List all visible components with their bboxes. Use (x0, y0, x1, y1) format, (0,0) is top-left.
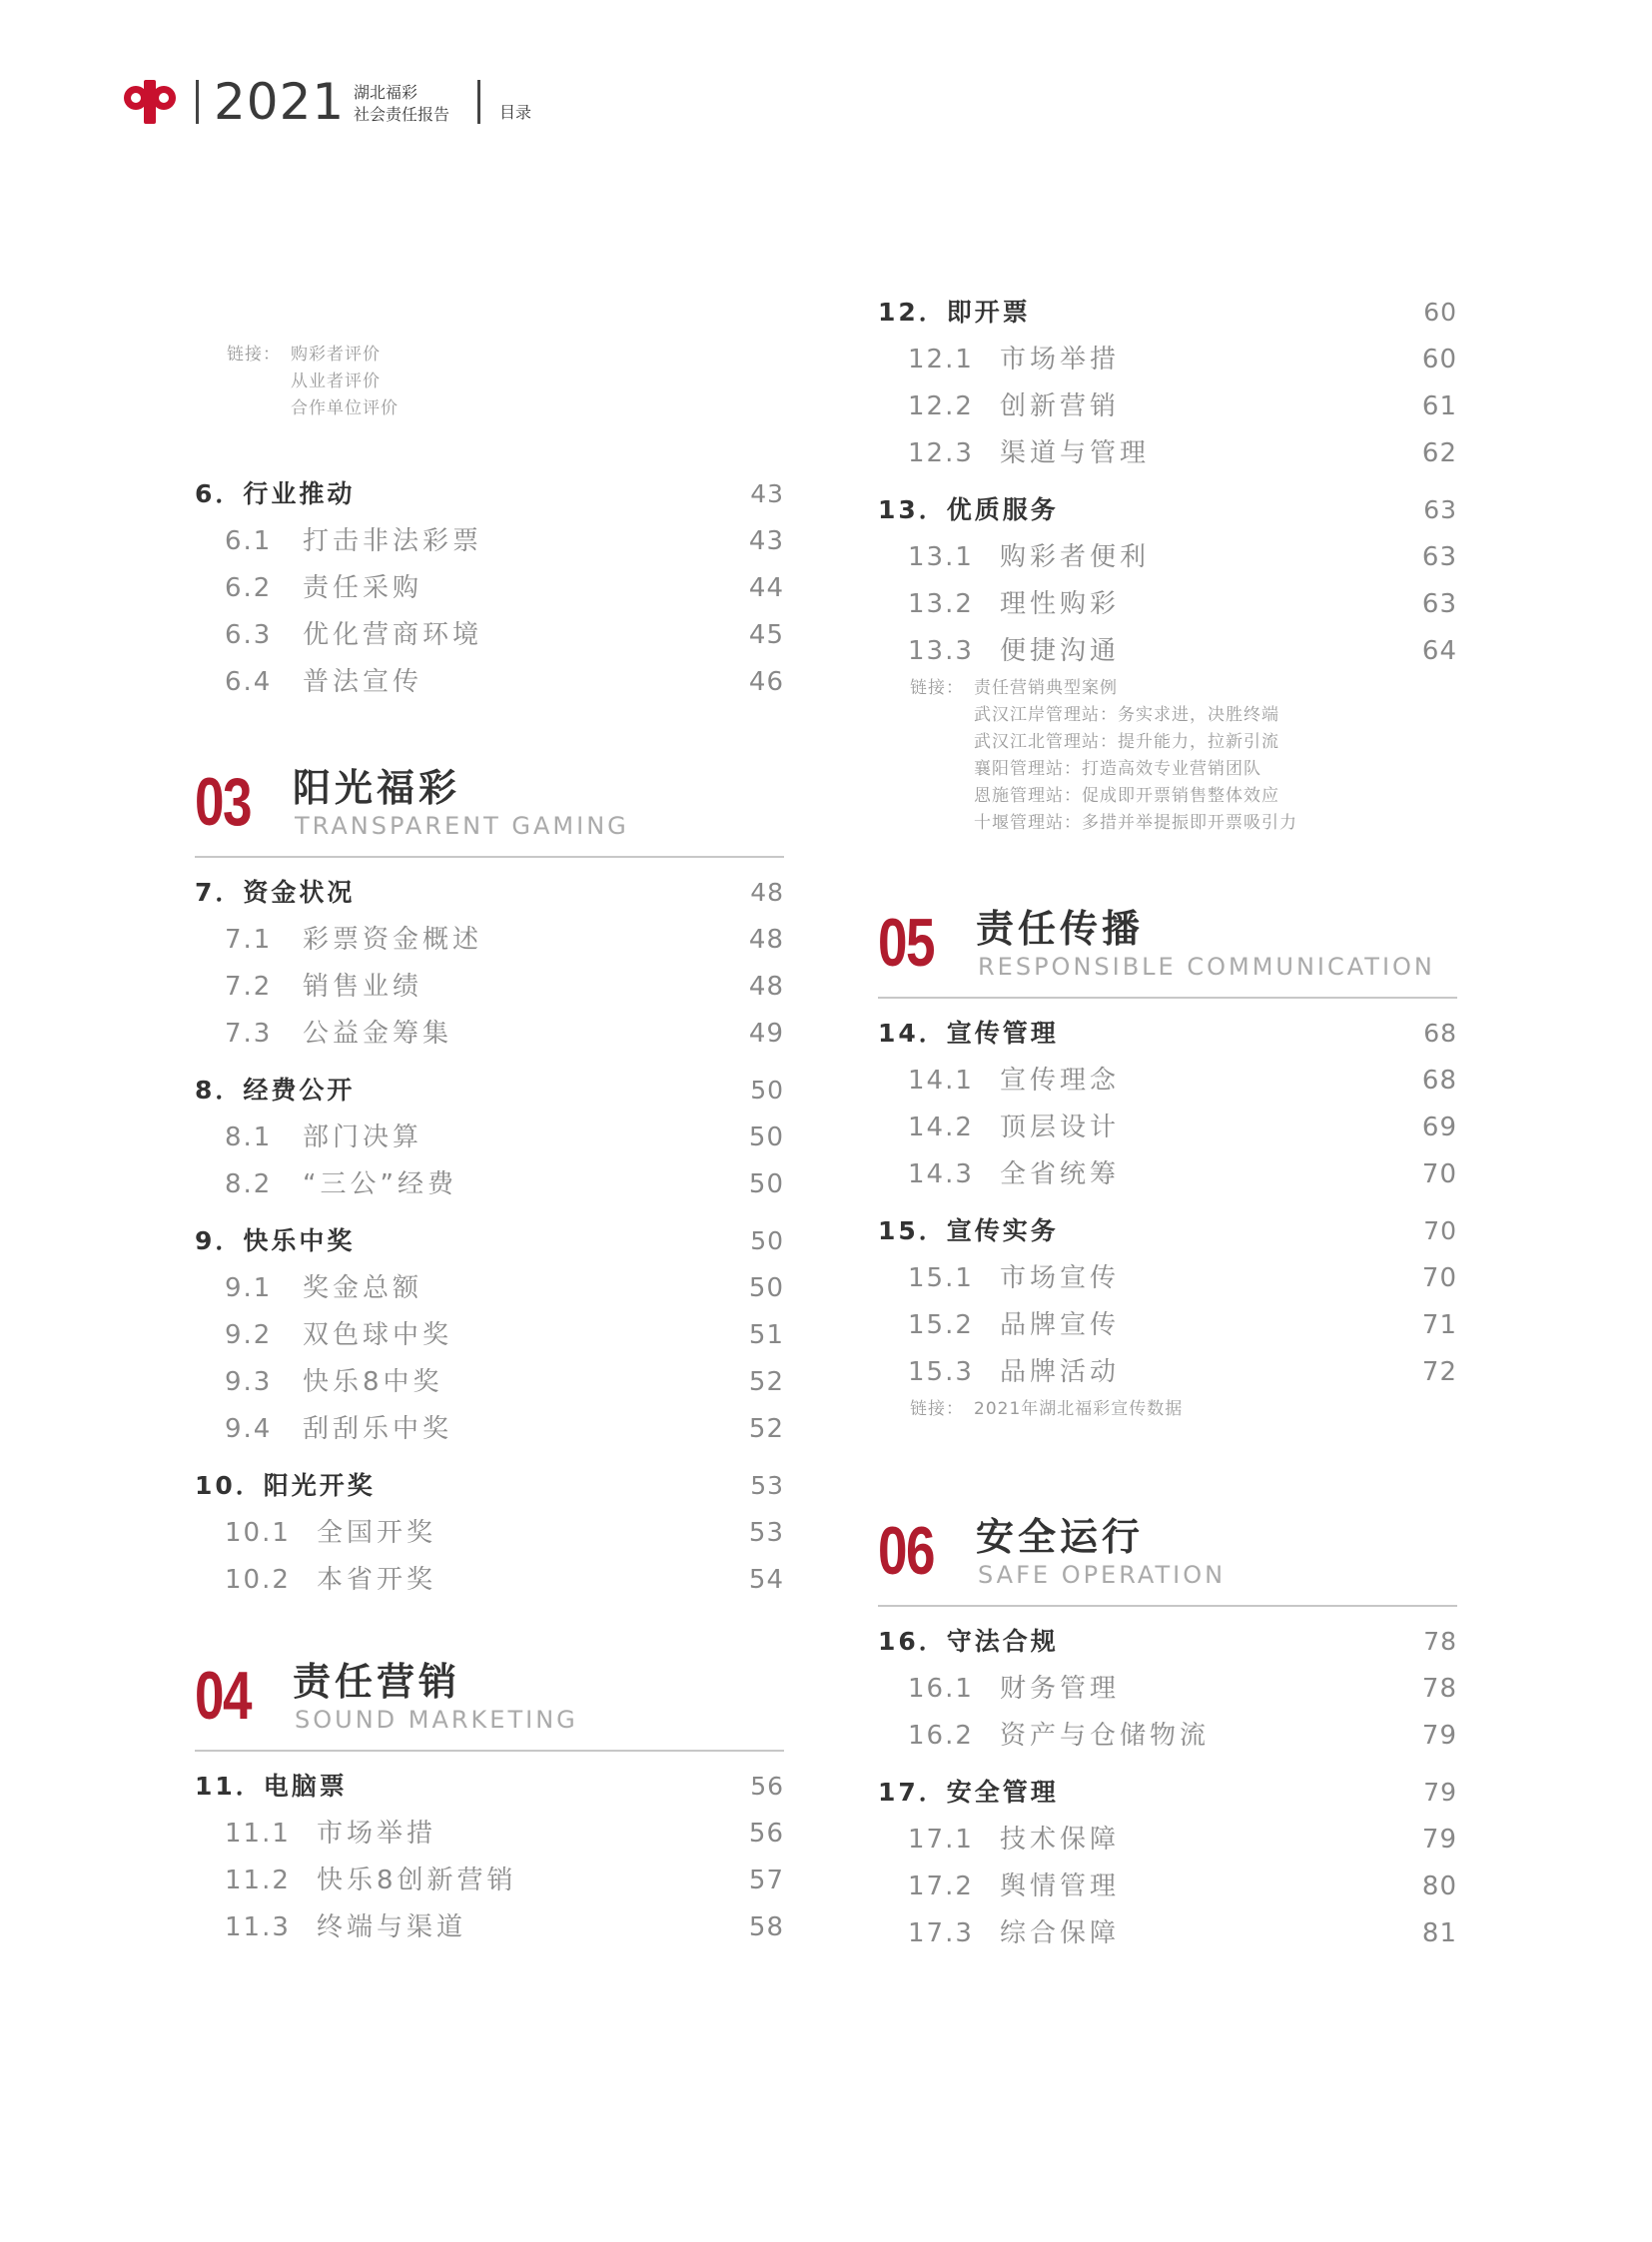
header-divider (196, 80, 199, 124)
toc-subsection[interactable]: 7.2 销售业绩 48 (225, 972, 784, 1002)
toc-subsection[interactable]: 16.2 资产与仓储物流 79 (908, 1721, 1457, 1751)
toc-subsection[interactable]: 10.1 全国开奖 53 (225, 1518, 784, 1548)
chapter-heading-03: 03 阳光福彩 TRANSPARENT GAMING (195, 764, 629, 840)
chapter-divider (878, 997, 1457, 999)
toc-section[interactable]: 16．守法合规 78 (878, 1627, 1457, 1656)
toc-section[interactable]: 7．资金状况 48 (195, 878, 784, 907)
toc-subsection[interactable]: 12.1 市场举措 60 (908, 345, 1457, 374)
toc-subsection[interactable]: 13.1 购彩者便利 63 (908, 542, 1457, 572)
toc-subsection[interactable]: 10.2 本省开奖 54 (225, 1565, 784, 1595)
toc-subsection[interactable]: 6.3 优化营商环境 45 (225, 620, 784, 650)
page-header (122, 72, 821, 132)
chapter-divider (195, 856, 784, 858)
toc-subsection[interactable]: 12.3 渠道与管理 62 (908, 438, 1457, 468)
toc-section[interactable]: 15．宣传实务 70 (878, 1216, 1457, 1245)
report-subtitle: 湖北福彩 社会责任报告 (354, 83, 450, 124)
chapter-heading-04: 04 责任营销 SOUND MARKETING (195, 1658, 578, 1734)
toc-subsection[interactable]: 16.1 财务管理 78 (908, 1674, 1457, 1704)
toc-section[interactable]: 17．安全管理 79 (878, 1778, 1457, 1807)
welfare-lottery-logo-icon (122, 76, 178, 126)
toc-subsection[interactable]: 8.2 “三公”经费 50 (225, 1169, 784, 1199)
toc-subsection[interactable]: 14.1 宣传理念 68 (908, 1066, 1457, 1096)
toc-subsection[interactable]: 11.1 市场举措 56 (225, 1819, 784, 1849)
toc-section[interactable]: 9．快乐中奖 50 (195, 1226, 784, 1255)
chapter-heading-06: 06 安全运行 SAFE OPERATION (878, 1513, 1227, 1589)
toc-subsection[interactable]: 14.3 全省统筹 70 (908, 1159, 1457, 1189)
toc-subsection[interactable]: 17.2 舆情管理 80 (908, 1871, 1457, 1901)
toc-subsection[interactable]: 17.3 综合保障 81 (908, 1918, 1457, 1948)
toc-section[interactable]: 14．宣传管理 68 (878, 1019, 1457, 1048)
toc-subsection[interactable]: 13.2 理性购彩 63 (908, 589, 1457, 619)
toc-subsection[interactable]: 9.3 快乐8中奖 52 (225, 1367, 784, 1397)
toc-section[interactable]: 11．电脑票 56 (195, 1772, 784, 1801)
toc-section[interactable]: 10．阳光开奖 53 (195, 1471, 784, 1500)
link-note: 链接： 2021年湖北福彩宣传数据 (910, 1399, 1184, 1419)
toc-subsection[interactable]: 15.2 品牌宣传 71 (908, 1310, 1457, 1340)
toc-subsection[interactable]: 9.1 奖金总额 50 (225, 1273, 784, 1303)
chapter-divider (878, 1605, 1457, 1607)
toc-section[interactable]: 13．优质服务 63 (878, 495, 1457, 524)
header-divider (477, 80, 480, 124)
toc-subsection[interactable]: 12.2 创新营销 61 (908, 391, 1457, 421)
chapter-heading-05: 05 责任传播 RESPONSIBLE COMMUNICATION (878, 905, 1435, 981)
toc-subsection[interactable]: 8.1 部门决算 50 (225, 1122, 784, 1152)
toc-subsection[interactable]: 9.4 刮刮乐中奖 52 (225, 1414, 784, 1444)
toc-left-column (195, 342, 784, 1957)
toc-section[interactable]: 8．经费公开 50 (195, 1076, 784, 1105)
toc-subsection[interactable]: 14.2 顶层设计 69 (908, 1113, 1457, 1142)
chapter-divider (195, 1750, 784, 1752)
toc-section[interactable]: 6．行业推动 43 (195, 479, 784, 508)
toc-subsection[interactable]: 17.1 技术保障 79 (908, 1825, 1457, 1855)
toc-subsection[interactable]: 6.4 普法宣传 46 (225, 667, 784, 697)
toc-subsection[interactable]: 11.3 终端与渠道 58 (225, 1912, 784, 1942)
toc-section[interactable]: 12．即开票 60 (878, 298, 1457, 327)
toc-subsection[interactable]: 11.2 快乐8创新营销 57 (225, 1866, 784, 1895)
section-label: 目录 (499, 103, 532, 122)
toc-subsection[interactable]: 7.1 彩票资金概述 48 (225, 925, 784, 955)
toc-subsection[interactable]: 15.1 市场宣传 70 (908, 1263, 1457, 1293)
toc-subsection[interactable]: 6.2 责任采购 44 (225, 573, 784, 603)
link-note: 链接： 责任营销典型案例 武汉江岸管理站：务实求进，决胜终端 武汉江北管理站：提升能力，拉新引流 襄阳管理站：打造高效专业营销团队 恩施管理站：促成即开票销售整体效应 十堰管理站：多措并举提振即开票吸引力 (910, 678, 1297, 833)
report-year: 2021 (214, 73, 346, 131)
toc-subsection[interactable]: 6.1 打击非法彩票 43 (225, 526, 784, 556)
toc-subsection[interactable]: 15.3 品牌活动 72 (908, 1357, 1457, 1387)
toc-subsection[interactable]: 7.3 公益金筹集 49 (225, 1019, 784, 1049)
link-note: 链接： 购彩者评价 从业者评价 合作单位评价 (227, 345, 399, 418)
toc-subsection[interactable]: 13.3 便捷沟通 64 (908, 636, 1457, 666)
toc-right-column (878, 296, 1457, 1963)
toc-subsection[interactable]: 9.2 双色球中奖 51 (225, 1320, 784, 1350)
